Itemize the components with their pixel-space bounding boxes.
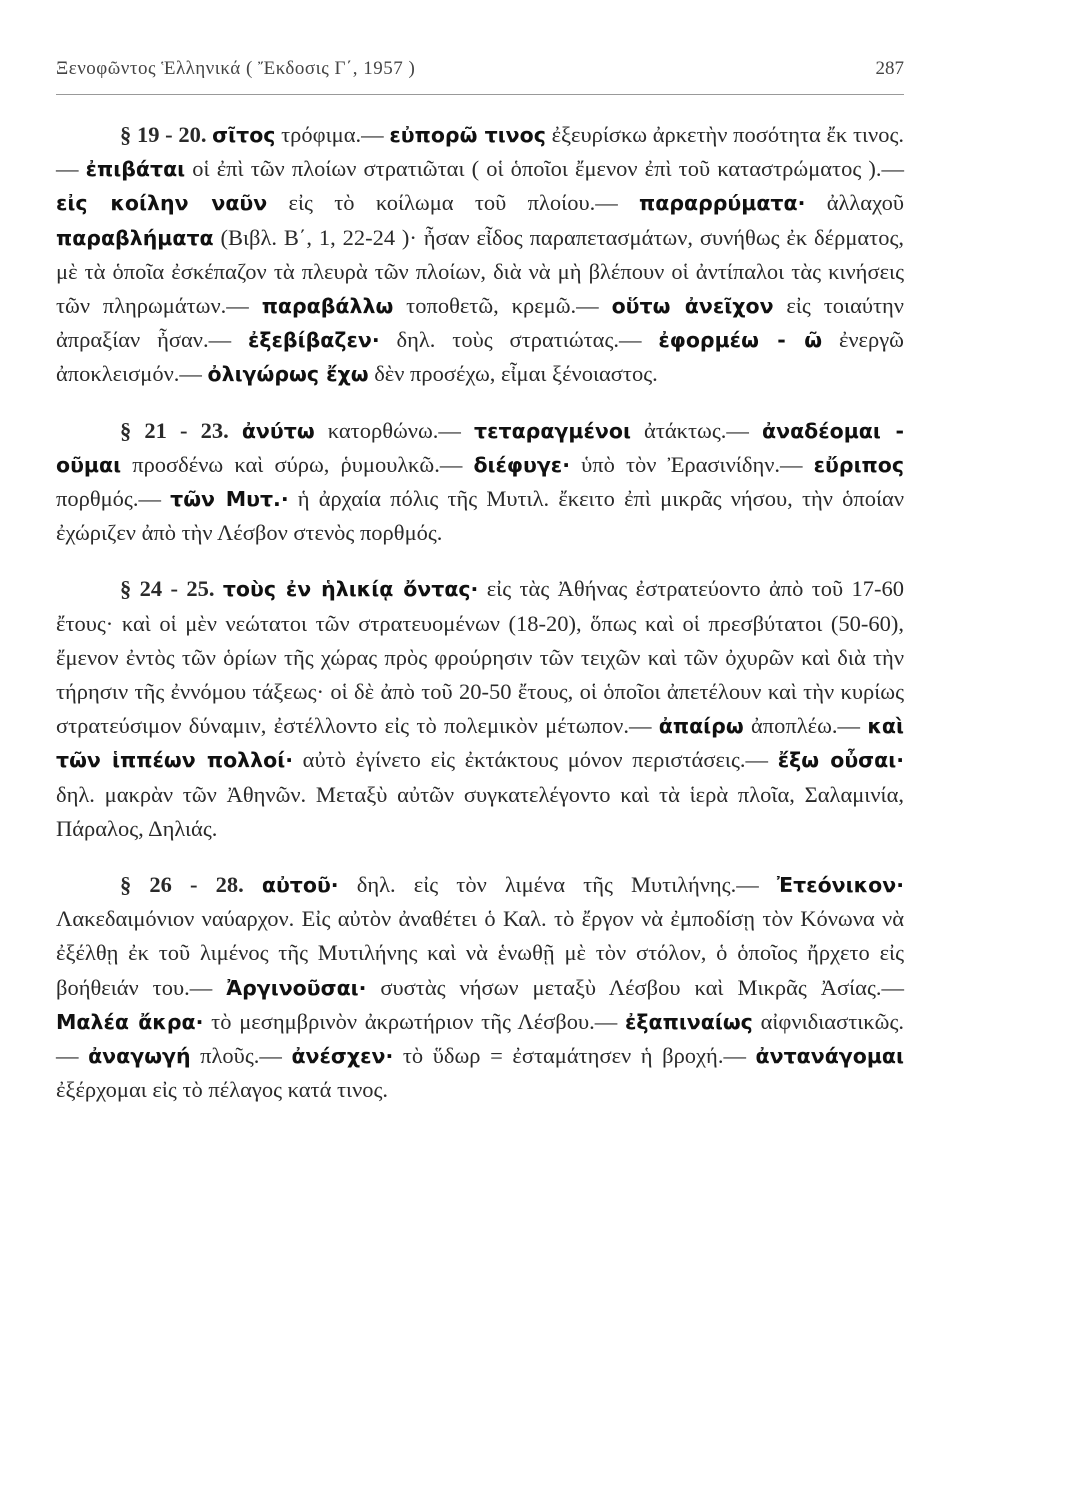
running-title: Ξενοφῶντος Ἑλληνικά ( Ἔκδοσις Γ΄, 1957 ) [56, 58, 416, 79]
commentary-body [56, 118, 904, 1129]
lemma: ἔξω οὖσαι· [777, 748, 904, 773]
page-number: 287 [875, 58, 904, 79]
lemma: Ἀργινοῦσαι· [226, 975, 367, 1000]
lemma: ἀναδέομαι - οῦμαι [56, 418, 905, 477]
lemma: παραρρύματα· [639, 191, 806, 216]
gloss-text: πορθμός.— [56, 486, 171, 512]
gloss-text: οἱ ἐπὶ τῶν πλοίων στρατιῶται ( οἱ ὁποῖοι ἔμενον ἐπὶ τοῦ καταστρώματος ).— [185, 156, 904, 182]
lemma: τῶν Μυτ.· [170, 487, 289, 512]
gloss-text: ἐξευρίσκω ἀρκετὴν ποσότητα ἔκ τινος.— [56, 122, 905, 182]
lemma: εὐπορῶ τινος [389, 123, 546, 147]
lemma: ἀνέσχεν· [291, 1044, 394, 1069]
lemma: ἐξαπιναίως [625, 1009, 753, 1034]
lemma: εἰς κοίλην ναῦν [56, 191, 268, 216]
lemma: ἀνύτω [241, 418, 315, 443]
gloss-text: εἰς τὸ κοίλωμα τοῦ πλοίου.— [267, 190, 640, 216]
gloss-text: ἀποπλέω.— [743, 713, 868, 739]
lemma: Ἐτεόνικον· [776, 873, 904, 898]
gloss-text: συστὰς νήσων μεταξὺ Λέσβου καὶ Μικρᾶς Ἀσίας.— [366, 974, 905, 1000]
gloss-text: δὲν προσέχω, εἶμαι ξένοιαστος. [368, 361, 658, 387]
lemma: ἐπιβάται [85, 157, 186, 182]
gloss-text: ἀτάκτως.— [630, 417, 763, 443]
lemma: καὶ τῶν ἱππέων πολλοί· [56, 714, 904, 773]
header-rule [56, 94, 904, 95]
lemma: ὀλιγώρως ἔχω [207, 362, 369, 387]
gloss-text: πλοῦς.— [190, 1043, 292, 1069]
commentary-paragraph [56, 868, 904, 1107]
gloss-text: δηλ. εἰς τὸν λιμένα τῆς Μυτιλήνης.— [338, 872, 777, 898]
gloss-text: δηλ. μακρὰν τῶν Ἀθηνῶν. Μεταξὺ αὐτῶν συγκατελέγοντο καὶ τὰ ἱερὰ πλοῖα, Σαλαμινία, Πάραλος, Δηλιάς. [56, 781, 904, 841]
gloss-text: τὸ ὕδωρ = ἐσταμάτησεν ἡ βροχή.— [393, 1043, 756, 1069]
lemma: διέφυγε· [473, 452, 570, 477]
gloss-text: ἐξέρχομαι εἰς τὸ πέλαγος κατά τινος. [56, 1077, 389, 1103]
lemma: ἀπαίρω [658, 714, 744, 739]
gloss-text: προσδένω καὶ σύρω, ῥυμουλκῶ.— [121, 451, 474, 477]
gloss-text: (Βιβλ. Β΄, 1, 22-24 )· ἦσαν εἶδος παραπετασμάτων, συνήθως ἐκ δέρματος, μὲ τὰ ὁποῖα ἐσκέπαζον τὰ πλευρὰ τῶν πλοίων, διὰ νὰ μὴ βλέπουν οἱ ἀντίπαλοι τὰς κινήσεις τῶν πληρωμάτων.— [56, 224, 904, 319]
lemma: ἀντανάγομαι [755, 1044, 904, 1069]
gloss-text: αἰφνιδιαστικῶς.— [56, 1008, 904, 1069]
lemma: παραβάλλω [261, 294, 394, 319]
lemma: τοὺς ἐν ἡλικίᾳ ὄντας· [222, 577, 479, 602]
section-number: § 26 - 28. [120, 872, 244, 898]
gloss-text: εἰς τοιαύτην ἀπραξίαν ἦσαν.— [56, 293, 904, 353]
lemma: αὐτοῦ· [261, 873, 339, 898]
gloss-text: εἰς τὰς Ἀθήνας ἐστρατεύοντο ἀπὸ τοῦ 17-60 ἔτους· καὶ οἱ μὲν νεώτατοι τῶν στρατευομένων (18-20), ὅπως καὶ οἱ πρεσβύτατοι (50-60), ἔμενον ἐντὸς τῶν ὁρίων τῆς χώρας πρὸς φρούρησιν τῶν τειχῶν καὶ τῶν ὀχυρῶν καὶ διὰ τὴν τήρησιν τῆς ἐννόμου τάξεως· οἱ δὲ ἀπὸ τοῦ 20-50 ἔτους, οἱ ὁποῖοι ἀπετέλουν καὶ τὴν κυρίως στρατεύσιμον δύναμιν, ἐστέλλοντο εἰς τὸ πολεμικὸν μέτωπον.— [56, 576, 905, 739]
lemma: ἐξεβίβαζεν· [247, 328, 380, 353]
section-number: § 21 - 23. [120, 417, 229, 443]
gloss-text: τὸ μεσημβρινὸν ἀκρωτήριον τῆς Λέσβου.— [203, 1008, 625, 1034]
commentary-paragraph [56, 572, 904, 846]
gloss-text: ἐνεργῶ ἀποκλεισμόν.— [56, 327, 904, 387]
gloss-text: Λακεδαιμόνιον ναύαρχον. Εἰς αὐτὸν ἀναθέτει ὁ Καλ. τὸ ἔργον νὰ ἐμποδίσῃ τὸν Κόνωνα νὰ ἐξέλθῃ ἐκ τοῦ λιμένος τῆς Μυτιλήνης καὶ νὰ ἑνωθῇ μὲ τὸν στόλον, ὁ ὁποῖος ἤρχετο εἰς βοήθειάν του.— [56, 906, 904, 1000]
lemma: ἐφορμέω - ῶ [658, 328, 823, 353]
commentary-paragraph [56, 414, 904, 551]
lemma: τεταραγμένοι [474, 418, 631, 443]
section-number: § 19 - 20. [120, 122, 207, 147]
gloss-text: κατορθώνω.— [314, 417, 475, 443]
gloss-text: ὑπὸ τὸν Ἐρασινίδην.— [569, 451, 814, 477]
gloss-text: τρόφιμα.— [275, 122, 390, 147]
gloss-text: αὐτὸ ἐγίνετο εἰς ἐκτάκτους μόνον περιστάσεις.— [292, 747, 778, 773]
section-number: § 24 - 25. [120, 576, 215, 602]
gloss-text: τοποθετῶ, κρεμῶ.— [393, 293, 612, 319]
gloss-text: δηλ. τοὺς στρατιώτας.— [379, 327, 659, 353]
gloss-text: ἡ ἀρχαία πόλις τῆς Μυτιλ. ἔκειτο ἐπὶ μικρᾶς νήσου, τὴν ὁποίαν ἐχώριζεν ἀπὸ τὴν Λέσβον στενὸς πορθμός. [56, 486, 905, 546]
lemma: σῖτος [212, 123, 276, 147]
lemma: Μαλέα ἄκρα· [56, 1009, 204, 1034]
gloss-text: ἀλλαχοῦ [805, 190, 904, 216]
lemma: εὔριπος [813, 452, 905, 477]
lemma: οὕτω ἀνεῖχον [611, 294, 774, 319]
lemma: ἀναγωγή [88, 1044, 191, 1069]
commentary-paragraph [56, 118, 904, 392]
running-header [56, 58, 904, 88]
lemma: παραβλήματα [56, 225, 214, 250]
